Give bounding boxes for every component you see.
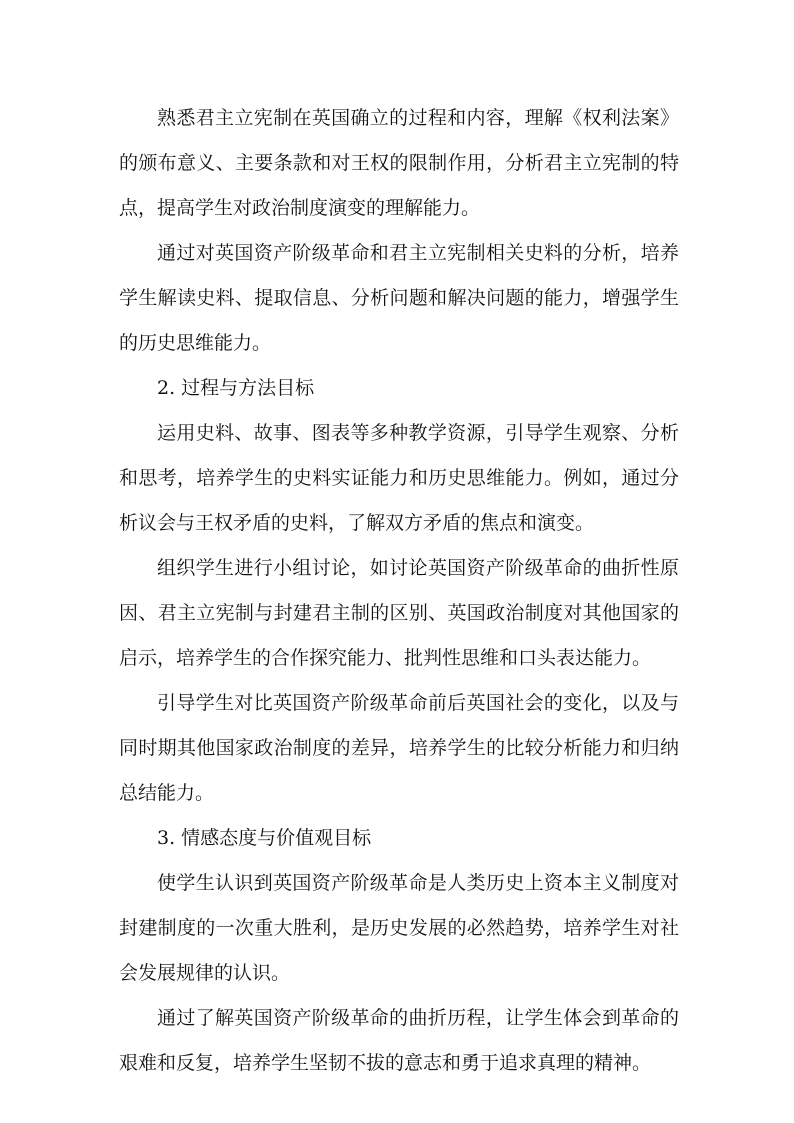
paragraph-teaching-resources: 运用史料、故事、图表等多种教学资源，引导学生观察、分析和思考，培养学生的史料实证能力和历史思维能力。例如，通过分析议会与王权矛盾的史料，了解双方矛盾的焦点和演变。: [119, 422, 679, 534]
paragraph-group-discussion: 组织学生进行小组讨论，如讨论英国资产阶级革命的曲折性原因、君主立宪制与封建君主制的区别、英国政治制度对其他国家的启示，培养学生的合作探究能力、批判性思维和口头表达能力。: [119, 557, 679, 669]
paragraph-constitutional-monarchy-knowledge: 熟悉君主立宪制在英国确立的过程和内容，理解《权利法案》的颁布意义、主要条款和对王权的限制作用，分析君主立宪制的特点，提高学生对政治制度演变的理解能力。: [119, 107, 679, 219]
paragraph-historical-significance: 使学生认识到英国资产阶级革命是人类历史上资本主义制度对封建制度的一次重大胜利，是历史发展的必然趋势，培养学生对社会发展规律的认识。: [119, 872, 679, 984]
section-heading-process-method: 2. 过程与方法目标: [157, 377, 315, 399]
paragraph-source-analysis-skill: 通过对英国资产阶级革命和君主立宪制相关史料的分析，培养学生解读史料、提取信息、分析问题和解决问题的能力，增强学生的历史思维能力。: [119, 242, 679, 354]
section-heading-emotion-values: 3. 情感态度与价值观目标: [157, 827, 372, 849]
document-body: [119, 96, 679, 1086]
paragraph-revolution-hardship: 通过了解英国资产阶级革命的曲折历程，让学生体会到革命的艰难和反复，培养学生坚韧不拔的意志和勇于追求真理的精神。: [119, 1007, 679, 1074]
paragraph-comparison-analysis: 引导学生对比英国资产阶级革命前后英国社会的变化，以及与同时期其他国家政治制度的差异，培养学生的比较分析能力和归纳总结能力。: [119, 692, 679, 804]
